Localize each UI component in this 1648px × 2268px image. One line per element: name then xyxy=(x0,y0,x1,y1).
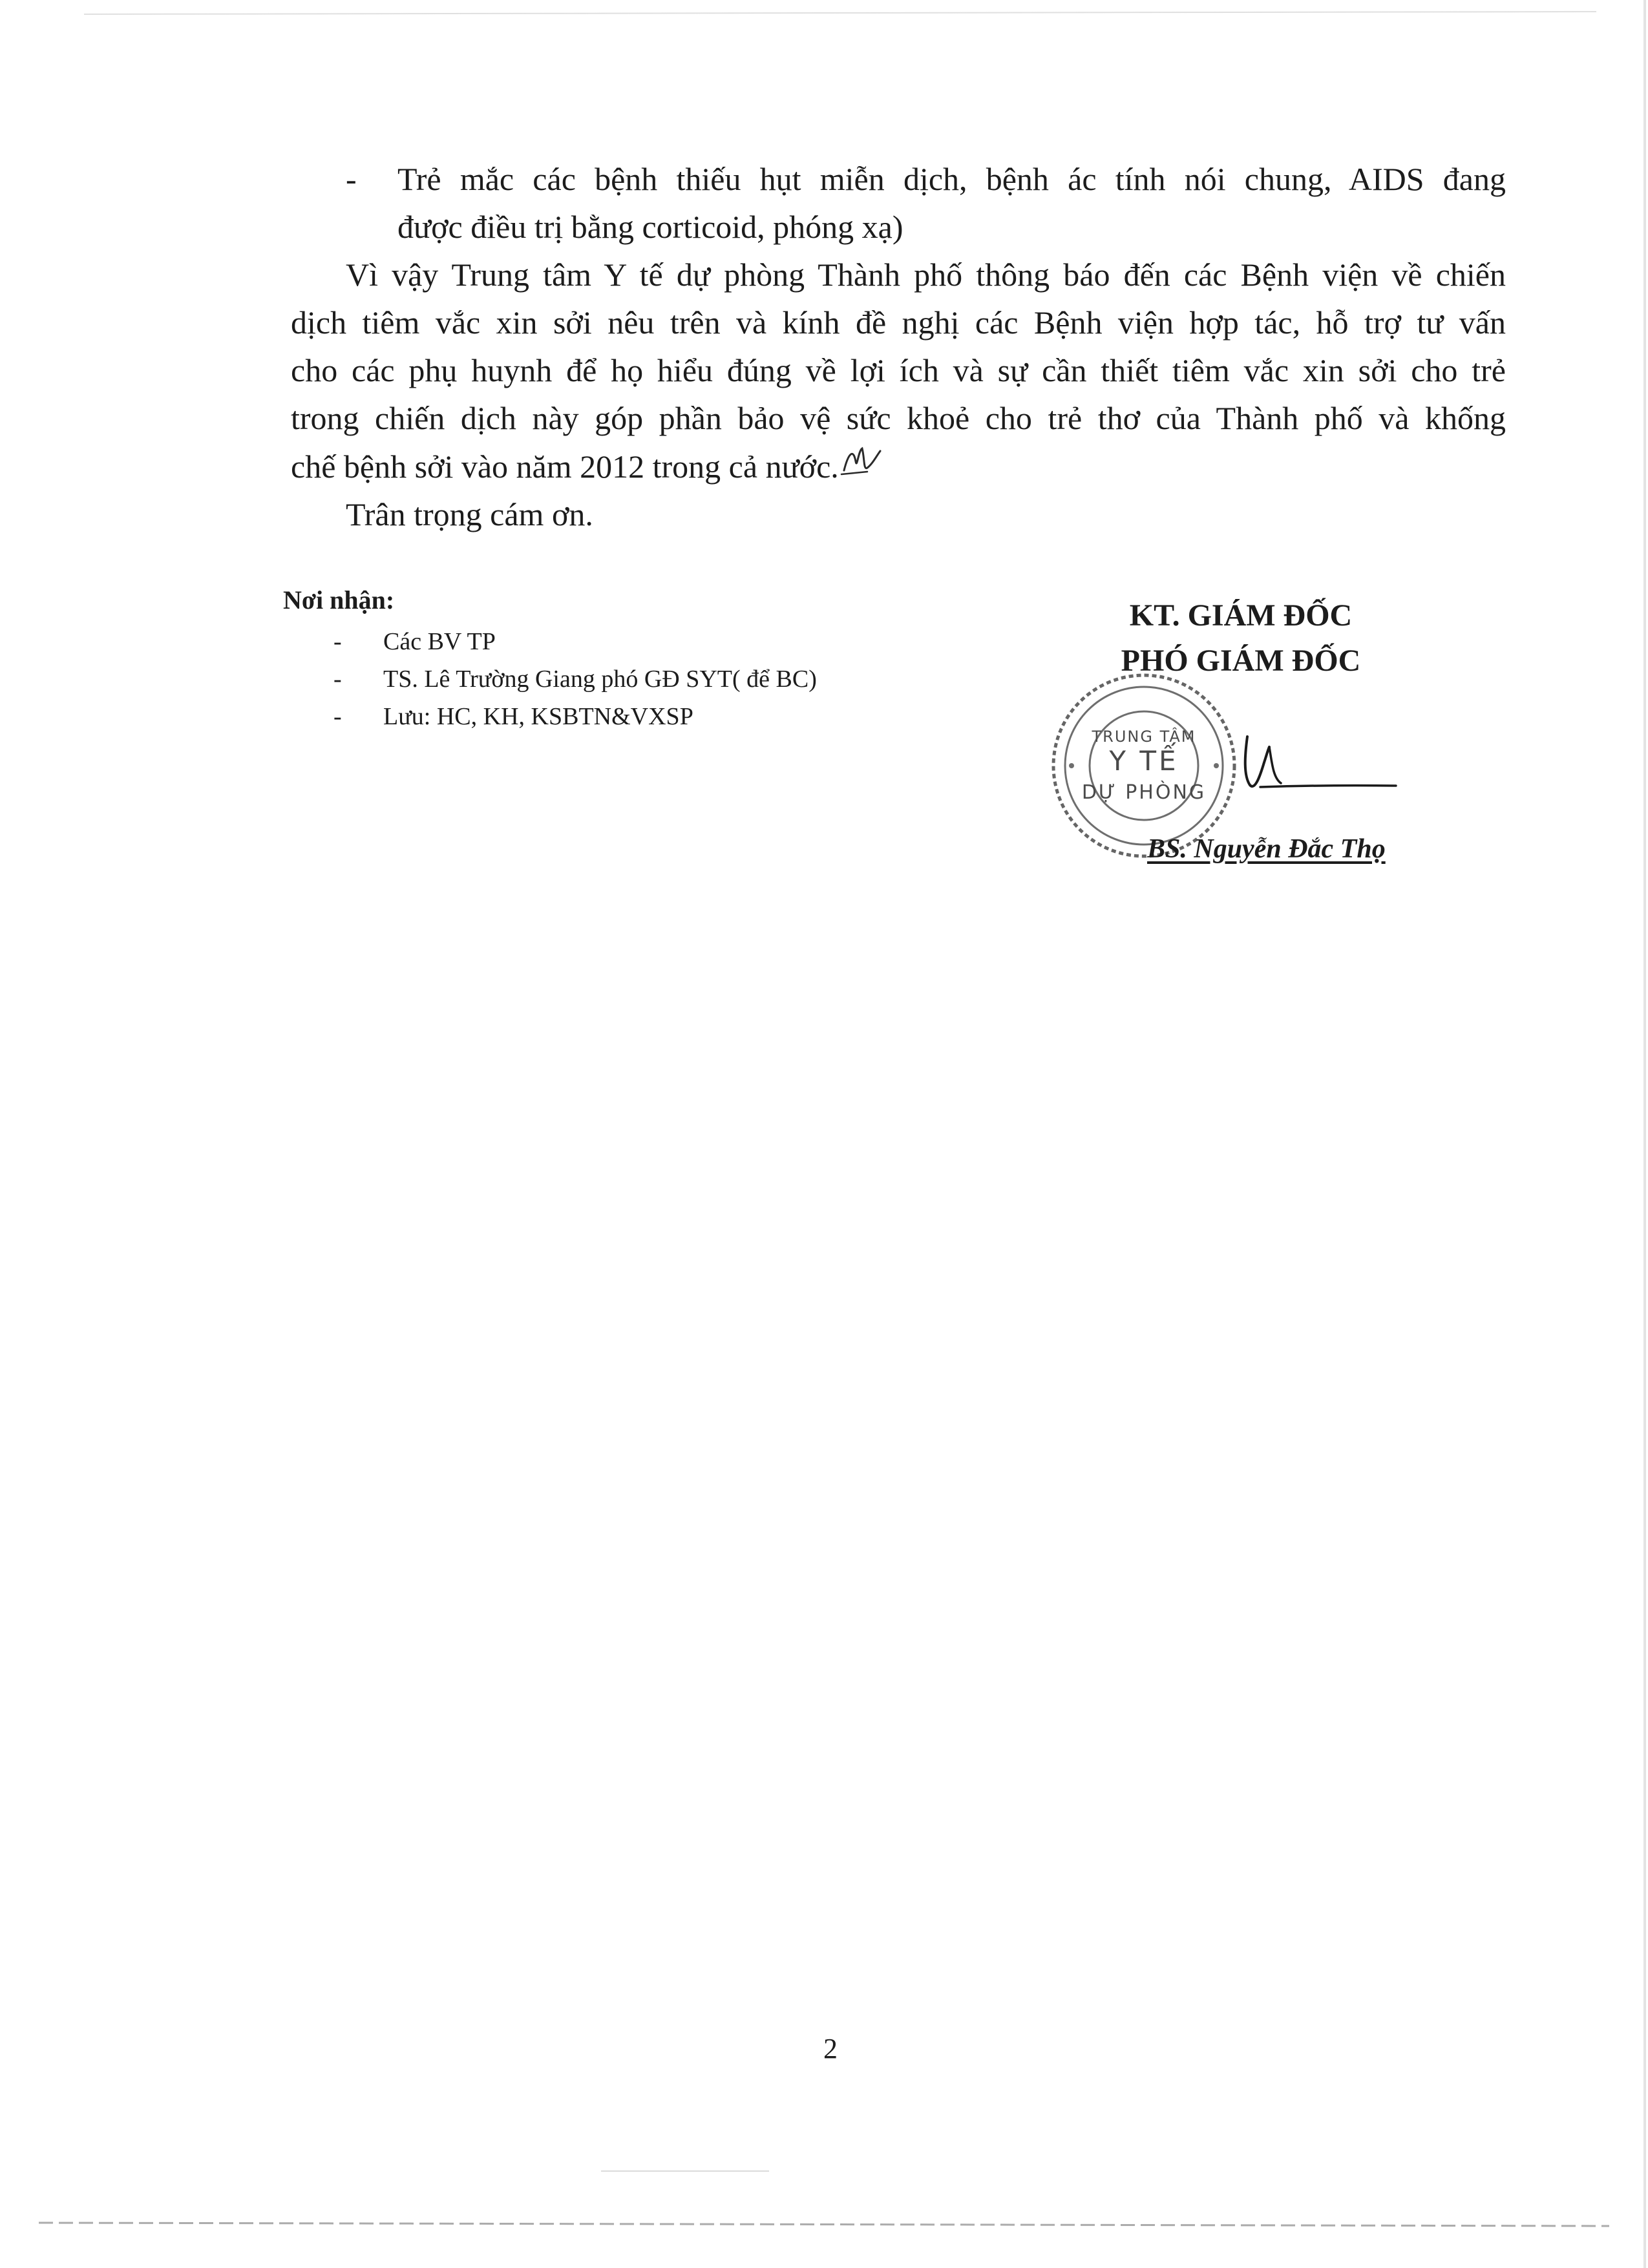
closing-line: Trân trọng cám ơn. xyxy=(346,496,593,532)
recipients-block xyxy=(283,585,994,735)
recipients-title: Nơi nhận: xyxy=(283,585,395,614)
initials-paraph-icon xyxy=(839,442,884,478)
recipient-item xyxy=(283,660,994,698)
signature-title-line-2: PHÓ GIÁM ĐỐC xyxy=(1121,644,1361,678)
recipient-text: TS. Lê Trường Giang phó GĐ SYT( để BC) xyxy=(383,666,817,693)
recipient-dash: - xyxy=(333,703,342,730)
bullet-item xyxy=(291,155,1506,203)
recipient-item xyxy=(283,698,994,735)
recipients-list xyxy=(283,623,994,735)
page-number: 2 xyxy=(823,2033,838,2064)
signature-title-line-1: KT. GIÁM ĐỐC xyxy=(1129,598,1353,633)
bullet-dash: - xyxy=(346,161,357,197)
handwritten-signature-icon xyxy=(1221,724,1402,808)
recipient-text: Các BV TP xyxy=(383,628,496,655)
bullet-text-line-1: Trẻ mắc các bệnh thiếu hụt miễn dịch, bệnh ác tính nói chung, AIDS đang xyxy=(397,161,1506,197)
letter-body xyxy=(291,155,1506,538)
paragraph-line-3: cho các phụ huynh để họ hiểu đúng về lợi ích và sự cần thiết tiêm vắc xin sởi cho trẻ xyxy=(291,352,1506,388)
recipient-dash: - xyxy=(333,666,342,693)
paragraph-line-5: chế bệnh sởi vào năm 2012 trong cả nước. xyxy=(291,448,839,485)
seal-bottom-text: DỰ PHÒNG xyxy=(1081,781,1207,804)
paragraph-line-1: Vì vậy Trung tâm Y tế dự phòng Thành phố thông báo đến các Bệnh viện về chiến xyxy=(346,257,1506,293)
paragraph-line-5-wrap xyxy=(291,442,1506,490)
paragraph-line-2: dịch tiêm vắc xin sởi nêu trên và kính đề nghị các Bệnh viện hợp tác, hỗ trợ tư vấn xyxy=(291,304,1506,341)
recipient-item xyxy=(283,623,994,660)
seal-middle-text: Y TẾ xyxy=(1109,745,1179,777)
seal-top-text: TRUNG TÂM xyxy=(1092,728,1196,746)
signature-block xyxy=(1008,591,1409,876)
recipient-text: Lưu: HC, KH, KSBTN&VXSP xyxy=(383,703,693,730)
bullet-text-line-2: được điều trị bằng corticoid, phóng xạ) xyxy=(397,209,903,245)
paragraph-line-4: trong chiến dịch này góp phần bảo vệ sức khoẻ cho trẻ thơ của Thành phố và khống xyxy=(291,400,1506,436)
recipient-dash: - xyxy=(333,628,342,655)
signer-name: BS. Nguyễn Đắc Thọ xyxy=(1147,834,1386,864)
